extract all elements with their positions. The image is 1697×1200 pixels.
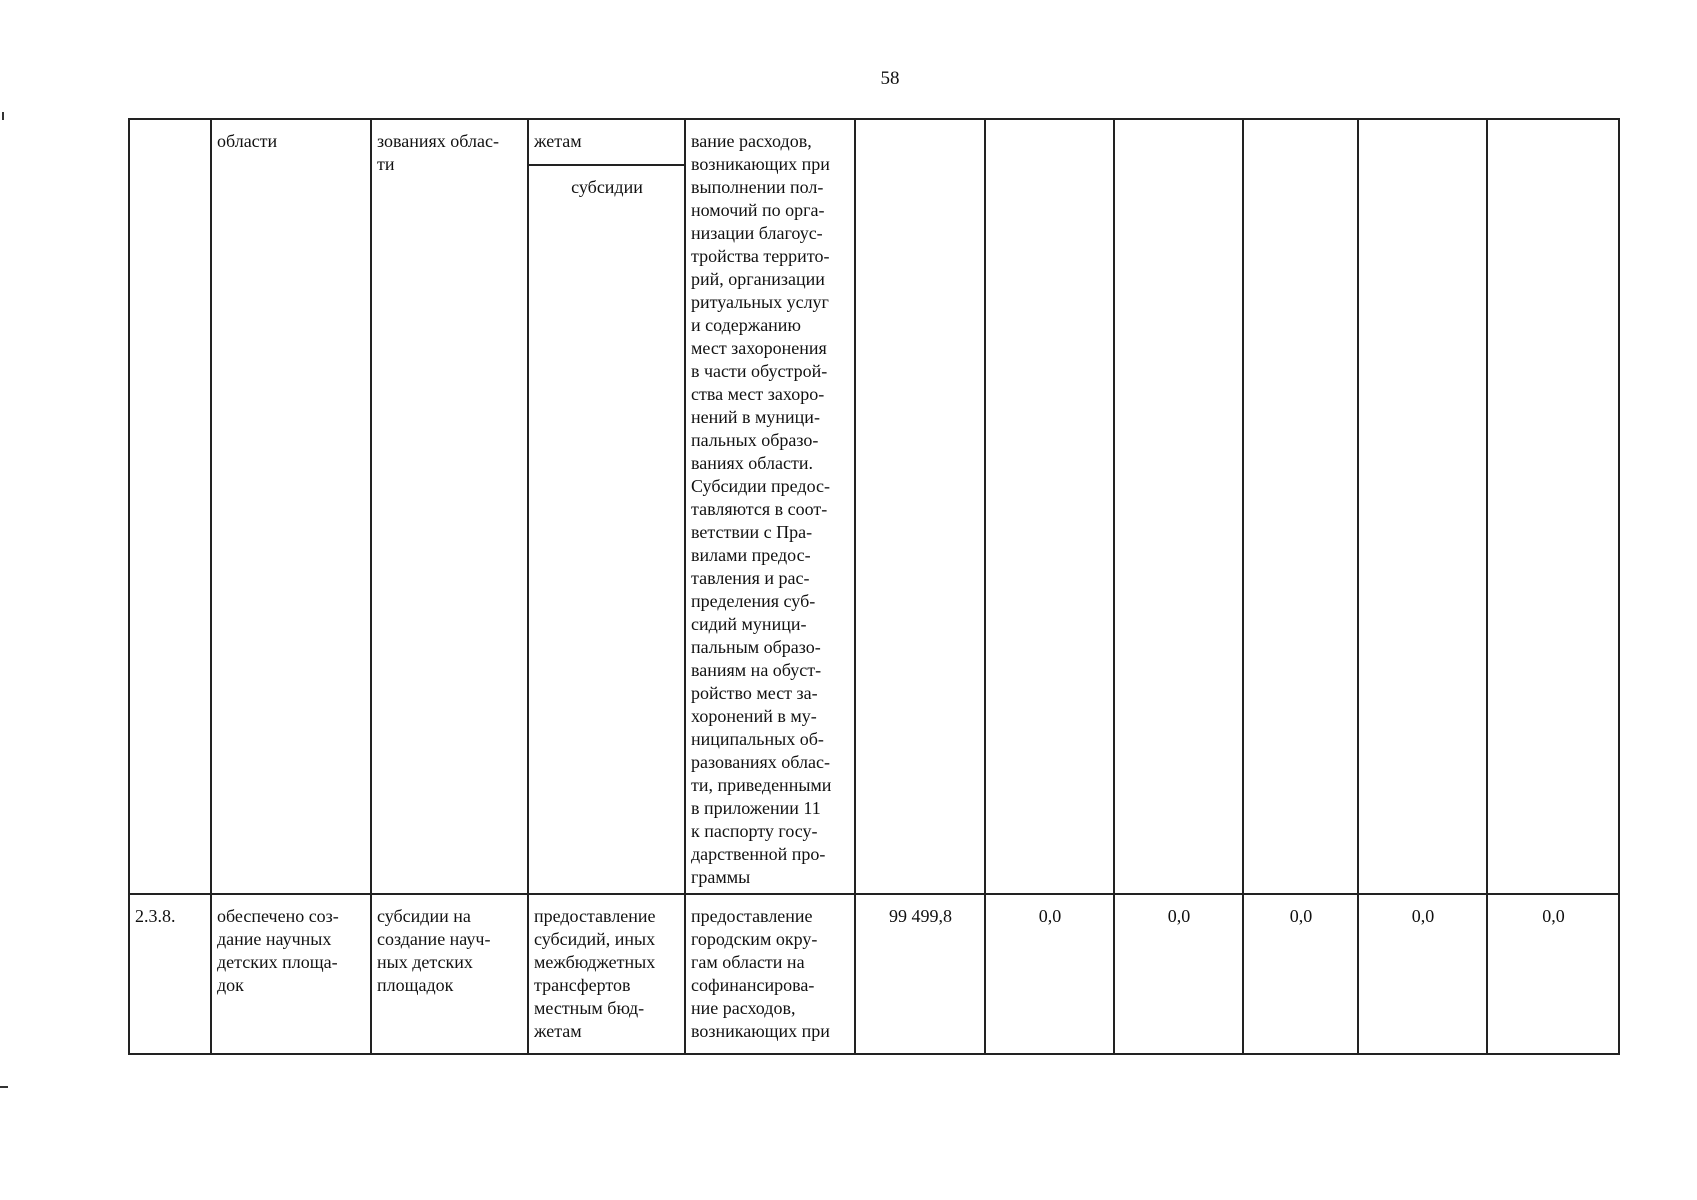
cell-event: зованиях облас- ти (371, 119, 528, 894)
program-table (128, 118, 1620, 1055)
cell-event: субсидии на создание науч- ных детских площадок (371, 894, 528, 1054)
cell-mechanism: предоставление субсидий, иных межбюджетных трансфертов местным бюд- жетам (528, 894, 685, 1054)
cell-value-2 (985, 119, 1114, 894)
cell-mechanism-top: жетам (528, 119, 685, 165)
cell-value-5 (1358, 119, 1487, 894)
cell-value-2: 0,0 (985, 894, 1114, 1054)
cell-mechanism-bottom: субсидии (528, 165, 685, 894)
cell-result: области (211, 119, 371, 894)
cell-description: вание расходов, возникающих при выполнении пол- номочий по орга- низации благоус- тройства террито- рий, организации ритуальных услуг и содержанию мест захоронения в части обустрой- ства мест захоро- нений в муници- пальных образо- ваниях области. Субсидии предос- тавляются в соот- ветствии с Пра- вилами предос- тавления и рас- пределения суб- сидий муници- пальным образо- ваниям на обуст- ройство мест за- хоронений в му- ниципальных об- разованиях облас- ти, приведенными в приложении 11 к паспорту госу- дарственной про- граммы (685, 119, 855, 894)
cell-number (129, 119, 211, 894)
cell-value-3 (1114, 119, 1243, 894)
table-row-continuation (129, 119, 1619, 165)
cell-result: обеспечено соз- дание научных детских площа- док (211, 894, 371, 1054)
cell-value-6 (1487, 119, 1619, 894)
cell-description: предоставление городским окру- гам области на софинансирова- ние расходов, возникающих при (685, 894, 855, 1054)
cell-value-1: 99 499,8 (855, 894, 985, 1054)
cell-value-4 (1243, 119, 1358, 894)
page-number: 58 (880, 68, 900, 89)
cell-value-4: 0,0 (1243, 894, 1358, 1054)
scan-edge-mark-bottom (0, 1086, 8, 1088)
cell-value-6: 0,0 (1487, 894, 1619, 1054)
cell-number: 2.3.8. (129, 894, 211, 1054)
cell-value-3: 0,0 (1114, 894, 1243, 1054)
cell-value-5: 0,0 (1358, 894, 1487, 1054)
cell-value-1 (855, 119, 985, 894)
table-row-2-3-8 (129, 894, 1619, 1054)
scan-edge-mark-top (2, 112, 4, 120)
